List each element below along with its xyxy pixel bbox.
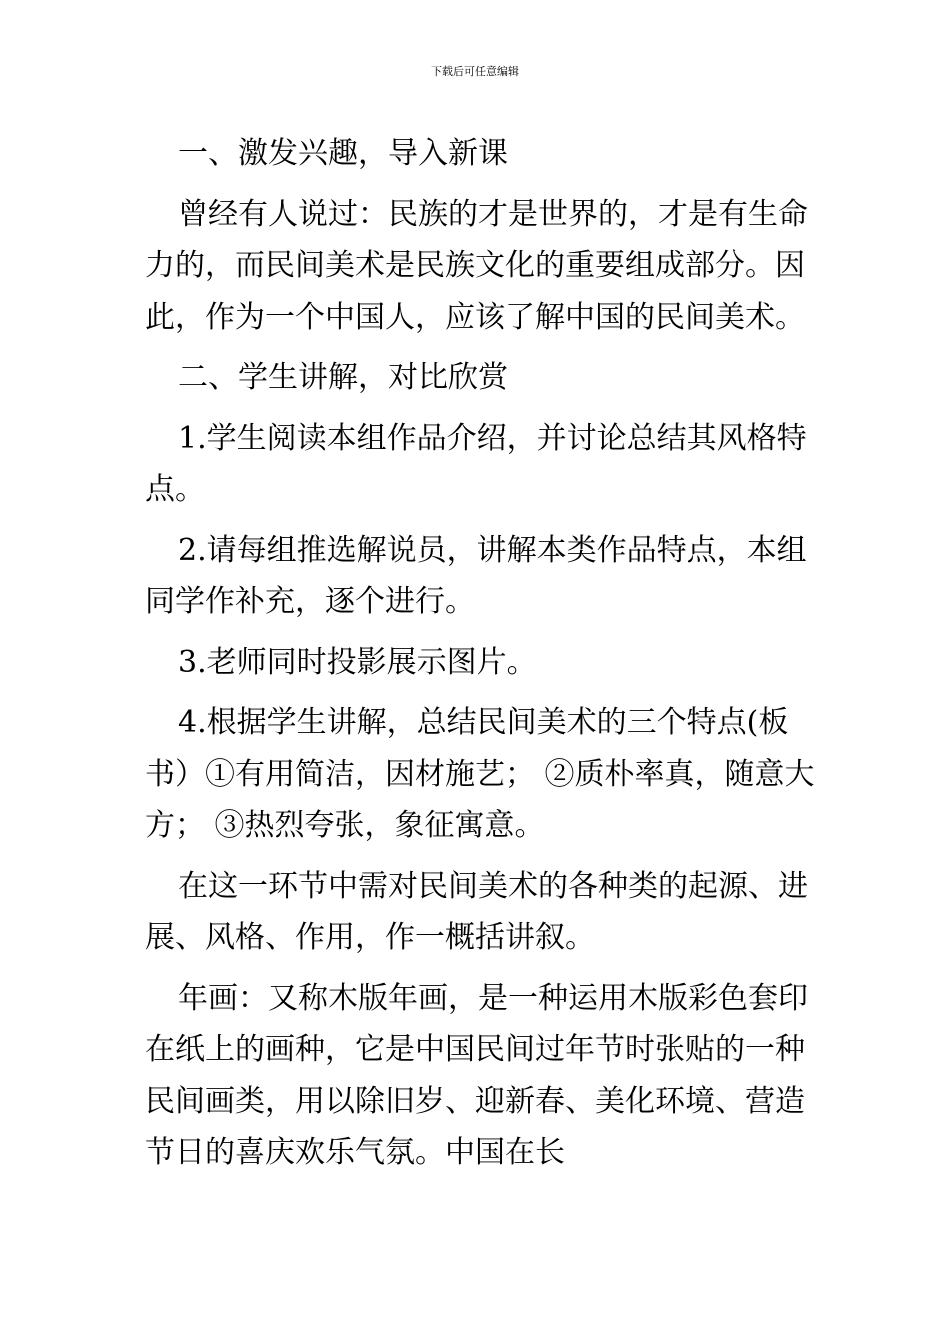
paragraph-intro: 曾经有人说过：民族的才是世界的，才是有生命力的，而民间美术是民族文化的重要组成部分。因此，作为一个中国人，应该了解中国的民间美术。 bbox=[145, 196, 808, 335]
section-heading-2: 二、学生讲解，对比欣赏 bbox=[178, 360, 508, 395]
page-header: 下载后可任意编辑 bbox=[431, 65, 519, 78]
paragraph-summary: 在这一环节中需对民间美术的各种类的起源、进展、风格、作用，作一概括讲叙。 bbox=[145, 868, 808, 955]
list-item-2: 2.请每组推选解说员，讲解本类作品特点，本组同学作补充，逐个进行。 bbox=[145, 532, 807, 619]
list-item-1: 1.学生阅读本组作品介绍，并讨论总结其风格特点。 bbox=[145, 420, 807, 507]
list-item-3: 3.老师同时投影展示图片。 bbox=[178, 644, 537, 680]
list-item-4: 4.根据学生讲解，总结民间美术的三个特点(板书）①有用简洁，因材施艺； ②质朴率真，随意大方； ③热烈夸张，象征寓意。 bbox=[145, 705, 815, 843]
paragraph-nianhua: 年画：又称木版年画，是一种运用木版彩色套印在纸上的画种，它是中国民间过年节时张贴的一种民间画类，用以除旧岁、迎新春、美化环境、营造节日的喜庆欢乐气氛。中国在长 bbox=[145, 980, 808, 1170]
section-heading-1: 一、激发兴趣，导入新课 bbox=[178, 136, 508, 171]
document-body bbox=[145, 128, 815, 1188]
